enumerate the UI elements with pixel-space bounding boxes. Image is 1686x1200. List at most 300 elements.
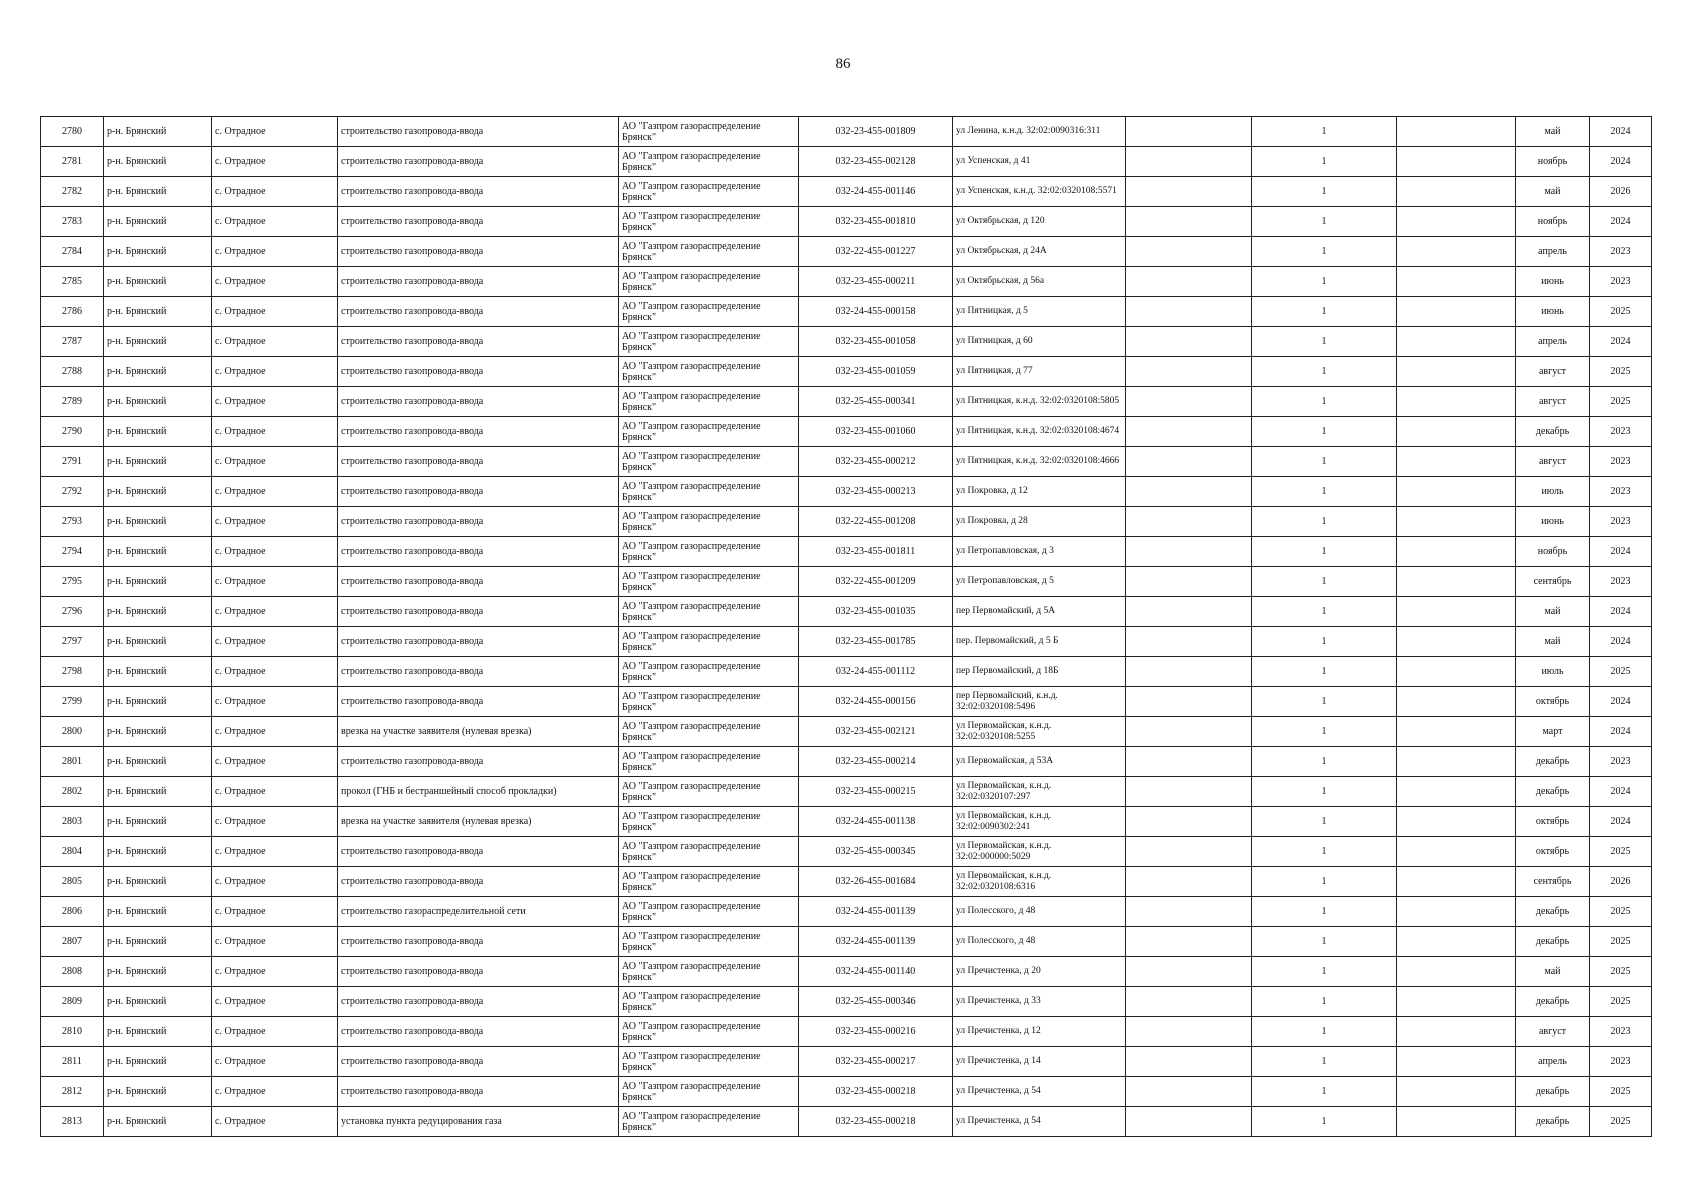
empty-cell: [1126, 837, 1252, 867]
work-type-cell: строительство газопровода-ввода: [338, 987, 619, 1017]
empty-cell: [1126, 177, 1252, 207]
table-body: [41, 117, 1652, 1137]
empty-cell: [1397, 237, 1516, 267]
empty-cell: [1126, 717, 1252, 747]
year-cell: 2024: [1590, 627, 1652, 657]
table-row: [41, 1047, 1652, 1077]
table-row: [41, 1107, 1652, 1137]
organization-cell: АО "Газпром газораспределение Брянск": [619, 1047, 799, 1077]
month-cell: ноябрь: [1516, 537, 1590, 567]
empty-cell: [1397, 747, 1516, 777]
empty-cell: [1126, 867, 1252, 897]
empty-cell: [1126, 897, 1252, 927]
empty-cell: [1397, 1047, 1516, 1077]
quantity-cell: 1: [1252, 897, 1397, 927]
application-number-cell: 032-23-455-002128: [799, 147, 953, 177]
row-number-cell: 2794: [41, 537, 104, 567]
table-row: [41, 747, 1652, 777]
year-cell: 2023: [1590, 237, 1652, 267]
organization-cell: АО "Газпром газораспределение Брянск": [619, 807, 799, 837]
month-cell: декабрь: [1516, 777, 1590, 807]
month-cell: декабрь: [1516, 747, 1590, 777]
settlement-cell: с. Отрадное: [212, 507, 338, 537]
year-cell: 2024: [1590, 807, 1652, 837]
month-cell: август: [1516, 387, 1590, 417]
empty-cell: [1126, 1077, 1252, 1107]
year-cell: 2023: [1590, 1017, 1652, 1047]
month-cell: август: [1516, 357, 1590, 387]
organization-cell: АО "Газпром газораспределение Брянск": [619, 957, 799, 987]
quantity-cell: 1: [1252, 327, 1397, 357]
empty-cell: [1397, 897, 1516, 927]
settlement-cell: с. Отрадное: [212, 117, 338, 147]
quantity-cell: 1: [1252, 1107, 1397, 1137]
table-row: [41, 1017, 1652, 1047]
district-cell: р-н. Брянский: [104, 567, 212, 597]
quantity-cell: 1: [1252, 237, 1397, 267]
month-cell: сентябрь: [1516, 867, 1590, 897]
address-cell: ул Пятницкая, к.н.д. 32:02:0320108:4674: [953, 417, 1126, 447]
application-number-cell: 032-23-455-001785: [799, 627, 953, 657]
district-cell: р-н. Брянский: [104, 777, 212, 807]
empty-cell: [1126, 627, 1252, 657]
month-cell: апрель: [1516, 327, 1590, 357]
empty-cell: [1397, 627, 1516, 657]
address-cell: ул Первомайская, к.н.д. 32:02:0090302:241: [953, 807, 1126, 837]
quantity-cell: 1: [1252, 297, 1397, 327]
settlement-cell: с. Отрадное: [212, 987, 338, 1017]
work-type-cell: строительство газопровода-ввода: [338, 387, 619, 417]
table-row: [41, 147, 1652, 177]
application-number-cell: 032-23-455-000214: [799, 747, 953, 777]
application-number-cell: 032-23-455-000215: [799, 777, 953, 807]
organization-cell: АО "Газпром газораспределение Брянск": [619, 777, 799, 807]
empty-cell: [1126, 417, 1252, 447]
month-cell: декабрь: [1516, 927, 1590, 957]
year-cell: 2024: [1590, 537, 1652, 567]
row-number-cell: 2783: [41, 207, 104, 237]
empty-cell: [1397, 447, 1516, 477]
empty-cell: [1397, 597, 1516, 627]
address-cell: ул Пятницкая, д 5: [953, 297, 1126, 327]
empty-cell: [1397, 837, 1516, 867]
row-number-cell: 2797: [41, 627, 104, 657]
empty-cell: [1397, 927, 1516, 957]
district-cell: р-н. Брянский: [104, 177, 212, 207]
quantity-cell: 1: [1252, 1017, 1397, 1047]
quantity-cell: 1: [1252, 207, 1397, 237]
empty-cell: [1126, 387, 1252, 417]
empty-cell: [1126, 477, 1252, 507]
work-type-cell: строительство газопровода-ввода: [338, 837, 619, 867]
organization-cell: АО "Газпром газораспределение Брянск": [619, 147, 799, 177]
row-number-cell: 2787: [41, 327, 104, 357]
table-row: [41, 447, 1652, 477]
table-row: [41, 537, 1652, 567]
application-number-cell: 032-23-455-000217: [799, 1047, 953, 1077]
month-cell: май: [1516, 177, 1590, 207]
organization-cell: АО "Газпром газораспределение Брянск": [619, 837, 799, 867]
address-cell: ул Первомайская, к.н.д. 32:02:0320108:5255: [953, 717, 1126, 747]
organization-cell: АО "Газпром газораспределение Брянск": [619, 537, 799, 567]
year-cell: 2025: [1590, 357, 1652, 387]
empty-cell: [1126, 507, 1252, 537]
table-row: [41, 597, 1652, 627]
empty-cell: [1126, 567, 1252, 597]
row-number-cell: 2807: [41, 927, 104, 957]
organization-cell: АО "Газпром газораспределение Брянск": [619, 417, 799, 447]
district-cell: р-н. Брянский: [104, 297, 212, 327]
page-number: 86: [835, 56, 851, 72]
quantity-cell: 1: [1252, 567, 1397, 597]
table-row: [41, 117, 1652, 147]
empty-cell: [1397, 957, 1516, 987]
table-row: [41, 567, 1652, 597]
row-number-cell: 2810: [41, 1017, 104, 1047]
settlement-cell: с. Отрадное: [212, 1107, 338, 1137]
empty-cell: [1397, 807, 1516, 837]
application-number-cell: 032-23-455-001059: [799, 357, 953, 387]
work-type-cell: строительство газопровода-ввода: [338, 357, 619, 387]
table-row: [41, 267, 1652, 297]
table-row: [41, 717, 1652, 747]
month-cell: октябрь: [1516, 687, 1590, 717]
organization-cell: АО "Газпром газораспределение Брянск": [619, 297, 799, 327]
row-number-cell: 2802: [41, 777, 104, 807]
quantity-cell: 1: [1252, 747, 1397, 777]
year-cell: 2023: [1590, 417, 1652, 447]
year-cell: 2025: [1590, 657, 1652, 687]
table-row: [41, 297, 1652, 327]
work-type-cell: строительство газопровода-ввода: [338, 327, 619, 357]
empty-cell: [1126, 1047, 1252, 1077]
district-cell: р-н. Брянский: [104, 927, 212, 957]
address-cell: ул Пятницкая, к.н.д. 32:02:0320108:4666: [953, 447, 1126, 477]
table-row: [41, 207, 1652, 237]
empty-cell: [1397, 777, 1516, 807]
table-row: [41, 237, 1652, 267]
year-cell: 2025: [1590, 927, 1652, 957]
row-number-cell: 2800: [41, 717, 104, 747]
work-type-cell: строительство газораспределительной сети: [338, 897, 619, 927]
empty-cell: [1126, 807, 1252, 837]
row-number-cell: 2811: [41, 1047, 104, 1077]
application-number-cell: 032-24-455-001139: [799, 927, 953, 957]
row-number-cell: 2791: [41, 447, 104, 477]
organization-cell: АО "Газпром газораспределение Брянск": [619, 627, 799, 657]
row-number-cell: 2805: [41, 867, 104, 897]
empty-cell: [1397, 567, 1516, 597]
district-cell: р-н. Брянский: [104, 447, 212, 477]
table-row: [41, 837, 1652, 867]
address-cell: пер. Первомайский, д 5 Б: [953, 627, 1126, 657]
address-cell: пер Первомайский, д 18Б: [953, 657, 1126, 687]
settlement-cell: с. Отрадное: [212, 897, 338, 927]
work-type-cell: строительство газопровода-ввода: [338, 627, 619, 657]
row-number-cell: 2799: [41, 687, 104, 717]
district-cell: р-н. Брянский: [104, 597, 212, 627]
year-cell: 2023: [1590, 507, 1652, 537]
application-number-cell: 032-23-455-001058: [799, 327, 953, 357]
table-row: [41, 177, 1652, 207]
work-type-cell: строительство газопровода-ввода: [338, 1017, 619, 1047]
application-number-cell: 032-25-455-000346: [799, 987, 953, 1017]
empty-cell: [1126, 357, 1252, 387]
address-cell: ул Успенская, к.н.д. 32:02:0320108:5571: [953, 177, 1126, 207]
month-cell: октябрь: [1516, 837, 1590, 867]
district-cell: р-н. Брянский: [104, 1047, 212, 1077]
empty-cell: [1397, 1107, 1516, 1137]
empty-cell: [1126, 267, 1252, 297]
organization-cell: АО "Газпром газораспределение Брянск": [619, 327, 799, 357]
empty-cell: [1126, 957, 1252, 987]
application-number-cell: 032-24-455-001112: [799, 657, 953, 687]
work-type-cell: строительство газопровода-ввода: [338, 597, 619, 627]
district-cell: р-н. Брянский: [104, 807, 212, 837]
quantity-cell: 1: [1252, 1047, 1397, 1077]
year-cell: 2023: [1590, 447, 1652, 477]
quantity-cell: 1: [1252, 1077, 1397, 1107]
quantity-cell: 1: [1252, 597, 1397, 627]
quantity-cell: 1: [1252, 117, 1397, 147]
table-row: [41, 927, 1652, 957]
work-type-cell: строительство газопровода-ввода: [338, 747, 619, 777]
settlement-cell: с. Отрадное: [212, 717, 338, 747]
year-cell: 2025: [1590, 1107, 1652, 1137]
address-cell: ул Покровка, д 28: [953, 507, 1126, 537]
organization-cell: АО "Газпром газораспределение Брянск": [619, 567, 799, 597]
address-cell: пер Первомайский, д 5А: [953, 597, 1126, 627]
district-cell: р-н. Брянский: [104, 1107, 212, 1137]
row-number-cell: 2782: [41, 177, 104, 207]
settlement-cell: с. Отрадное: [212, 1017, 338, 1047]
quantity-cell: 1: [1252, 507, 1397, 537]
year-cell: 2023: [1590, 477, 1652, 507]
application-number-cell: 032-23-455-000218: [799, 1077, 953, 1107]
application-number-cell: 032-24-455-001139: [799, 897, 953, 927]
year-cell: 2025: [1590, 897, 1652, 927]
empty-cell: [1126, 1107, 1252, 1137]
month-cell: июнь: [1516, 297, 1590, 327]
work-type-cell: строительство газопровода-ввода: [338, 297, 619, 327]
row-number-cell: 2795: [41, 567, 104, 597]
month-cell: декабрь: [1516, 417, 1590, 447]
organization-cell: АО "Газпром газораспределение Брянск": [619, 987, 799, 1017]
work-type-cell: строительство газопровода-ввода: [338, 1047, 619, 1077]
month-cell: апрель: [1516, 1047, 1590, 1077]
empty-cell: [1126, 1017, 1252, 1047]
organization-cell: АО "Газпром газораспределение Брянск": [619, 387, 799, 417]
year-cell: 2024: [1590, 777, 1652, 807]
empty-cell: [1397, 1077, 1516, 1107]
empty-cell: [1397, 327, 1516, 357]
work-type-cell: строительство газопровода-ввода: [338, 657, 619, 687]
row-number-cell: 2792: [41, 477, 104, 507]
empty-cell: [1397, 717, 1516, 747]
organization-cell: АО "Газпром газораспределение Брянск": [619, 507, 799, 537]
table-row: [41, 417, 1652, 447]
settlement-cell: с. Отрадное: [212, 357, 338, 387]
settlement-cell: с. Отрадное: [212, 627, 338, 657]
quantity-cell: 1: [1252, 267, 1397, 297]
quantity-cell: 1: [1252, 477, 1397, 507]
address-cell: ул Пречистенка, д 54: [953, 1077, 1126, 1107]
work-type-cell: строительство газопровода-ввода: [338, 237, 619, 267]
month-cell: май: [1516, 957, 1590, 987]
organization-cell: АО "Газпром газораспределение Брянск": [619, 597, 799, 627]
district-cell: р-н. Брянский: [104, 537, 212, 567]
district-cell: р-н. Брянский: [104, 687, 212, 717]
table-row: [41, 357, 1652, 387]
address-cell: ул Первомайская, к.н.д. 32:02:0320107:297: [953, 777, 1126, 807]
district-cell: р-н. Брянский: [104, 477, 212, 507]
quantity-cell: 1: [1252, 537, 1397, 567]
empty-cell: [1126, 657, 1252, 687]
month-cell: октябрь: [1516, 807, 1590, 837]
organization-cell: АО "Газпром газораспределение Брянск": [619, 867, 799, 897]
empty-cell: [1126, 987, 1252, 1017]
month-cell: декабрь: [1516, 1077, 1590, 1107]
year-cell: 2026: [1590, 867, 1652, 897]
settlement-cell: с. Отрадное: [212, 867, 338, 897]
address-cell: ул Успенская, д 41: [953, 147, 1126, 177]
empty-cell: [1126, 327, 1252, 357]
address-cell: ул Покровка, д 12: [953, 477, 1126, 507]
application-number-cell: 032-24-455-000158: [799, 297, 953, 327]
quantity-cell: 1: [1252, 777, 1397, 807]
empty-cell: [1126, 777, 1252, 807]
year-cell: 2025: [1590, 297, 1652, 327]
quantity-cell: 1: [1252, 357, 1397, 387]
district-cell: р-н. Брянский: [104, 117, 212, 147]
address-cell: ул Первомайская, д 53А: [953, 747, 1126, 777]
empty-cell: [1397, 357, 1516, 387]
settlement-cell: с. Отрадное: [212, 447, 338, 477]
address-cell: ул Октябрьская, д 56а: [953, 267, 1126, 297]
year-cell: 2023: [1590, 267, 1652, 297]
settlement-cell: с. Отрадное: [212, 957, 338, 987]
quantity-cell: 1: [1252, 927, 1397, 957]
empty-cell: [1397, 177, 1516, 207]
settlement-cell: с. Отрадное: [212, 807, 338, 837]
address-cell: ул Ленина, к.н.д. 32:02:0090316:311: [953, 117, 1126, 147]
address-cell: ул Октябрьская, д 24А: [953, 237, 1126, 267]
quantity-cell: 1: [1252, 867, 1397, 897]
settlement-cell: с. Отрадное: [212, 267, 338, 297]
settlement-cell: с. Отрадное: [212, 1047, 338, 1077]
table-row: [41, 957, 1652, 987]
settlement-cell: с. Отрадное: [212, 537, 338, 567]
work-type-cell: строительство газопровода-ввода: [338, 957, 619, 987]
year-cell: 2024: [1590, 117, 1652, 147]
address-cell: ул Первомайская, к.н.д. 32:02:0320108:6316: [953, 867, 1126, 897]
organization-cell: АО "Газпром газораспределение Брянск": [619, 1107, 799, 1137]
row-number-cell: 2788: [41, 357, 104, 387]
work-type-cell: строительство газопровода-ввода: [338, 567, 619, 597]
application-number-cell: 032-23-455-001810: [799, 207, 953, 237]
table-row: [41, 687, 1652, 717]
settlement-cell: с. Отрадное: [212, 147, 338, 177]
application-number-cell: 032-23-455-000213: [799, 477, 953, 507]
settlement-cell: с. Отрадное: [212, 417, 338, 447]
month-cell: май: [1516, 627, 1590, 657]
application-number-cell: 032-23-455-001035: [799, 597, 953, 627]
district-cell: р-н. Брянский: [104, 987, 212, 1017]
row-number-cell: 2784: [41, 237, 104, 267]
application-number-cell: 032-23-455-001060: [799, 417, 953, 447]
district-cell: р-н. Брянский: [104, 357, 212, 387]
month-cell: апрель: [1516, 237, 1590, 267]
row-number-cell: 2781: [41, 147, 104, 177]
table-row: [41, 627, 1652, 657]
row-number-cell: 2813: [41, 1107, 104, 1137]
address-cell: ул Пятницкая, д 60: [953, 327, 1126, 357]
organization-cell: АО "Газпром газораспределение Брянск": [619, 237, 799, 267]
application-number-cell: 032-22-455-001227: [799, 237, 953, 267]
year-cell: 2024: [1590, 147, 1652, 177]
work-type-cell: строительство газопровода-ввода: [338, 117, 619, 147]
month-cell: ноябрь: [1516, 207, 1590, 237]
address-cell: ул Полесского, д 48: [953, 927, 1126, 957]
table-row: [41, 1077, 1652, 1107]
organization-cell: АО "Газпром газораспределение Брянск": [619, 747, 799, 777]
year-cell: 2025: [1590, 837, 1652, 867]
work-type-cell: строительство газопровода-ввода: [338, 927, 619, 957]
district-cell: р-н. Брянский: [104, 627, 212, 657]
organization-cell: АО "Газпром газораспределение Брянск": [619, 1017, 799, 1047]
quantity-cell: 1: [1252, 987, 1397, 1017]
application-number-cell: 032-23-455-000212: [799, 447, 953, 477]
quantity-cell: 1: [1252, 837, 1397, 867]
month-cell: август: [1516, 447, 1590, 477]
application-number-cell: 032-23-455-000211: [799, 267, 953, 297]
district-cell: р-н. Брянский: [104, 897, 212, 927]
settlement-cell: с. Отрадное: [212, 387, 338, 417]
address-cell: ул Пречистенка, д 20: [953, 957, 1126, 987]
work-type-cell: строительство газопровода-ввода: [338, 207, 619, 237]
quantity-cell: 1: [1252, 627, 1397, 657]
district-cell: р-н. Брянский: [104, 267, 212, 297]
settlement-cell: с. Отрадное: [212, 327, 338, 357]
address-cell: ул Пречистенка, д 54: [953, 1107, 1126, 1137]
empty-cell: [1126, 237, 1252, 267]
year-cell: 2023: [1590, 747, 1652, 777]
organization-cell: АО "Газпром газораспределение Брянск": [619, 357, 799, 387]
table-row: [41, 507, 1652, 537]
work-type-cell: строительство газопровода-ввода: [338, 507, 619, 537]
district-cell: р-н. Брянский: [104, 507, 212, 537]
work-type-cell: строительство газопровода-ввода: [338, 177, 619, 207]
empty-cell: [1126, 747, 1252, 777]
month-cell: июль: [1516, 657, 1590, 687]
quantity-cell: 1: [1252, 387, 1397, 417]
row-number-cell: 2786: [41, 297, 104, 327]
row-number-cell: 2801: [41, 747, 104, 777]
row-number-cell: 2790: [41, 417, 104, 447]
work-type-cell: строительство газопровода-ввода: [338, 477, 619, 507]
year-cell: 2025: [1590, 987, 1652, 1017]
district-cell: р-н. Брянский: [104, 867, 212, 897]
quantity-cell: 1: [1252, 957, 1397, 987]
empty-cell: [1397, 987, 1516, 1017]
district-cell: р-н. Брянский: [104, 327, 212, 357]
address-cell: ул Первомайская, к.н.д. 32:02:000000:5029: [953, 837, 1126, 867]
row-number-cell: 2785: [41, 267, 104, 297]
application-number-cell: 032-24-455-001138: [799, 807, 953, 837]
district-cell: р-н. Брянский: [104, 657, 212, 687]
quantity-cell: 1: [1252, 657, 1397, 687]
work-type-cell: строительство газопровода-ввода: [338, 537, 619, 567]
